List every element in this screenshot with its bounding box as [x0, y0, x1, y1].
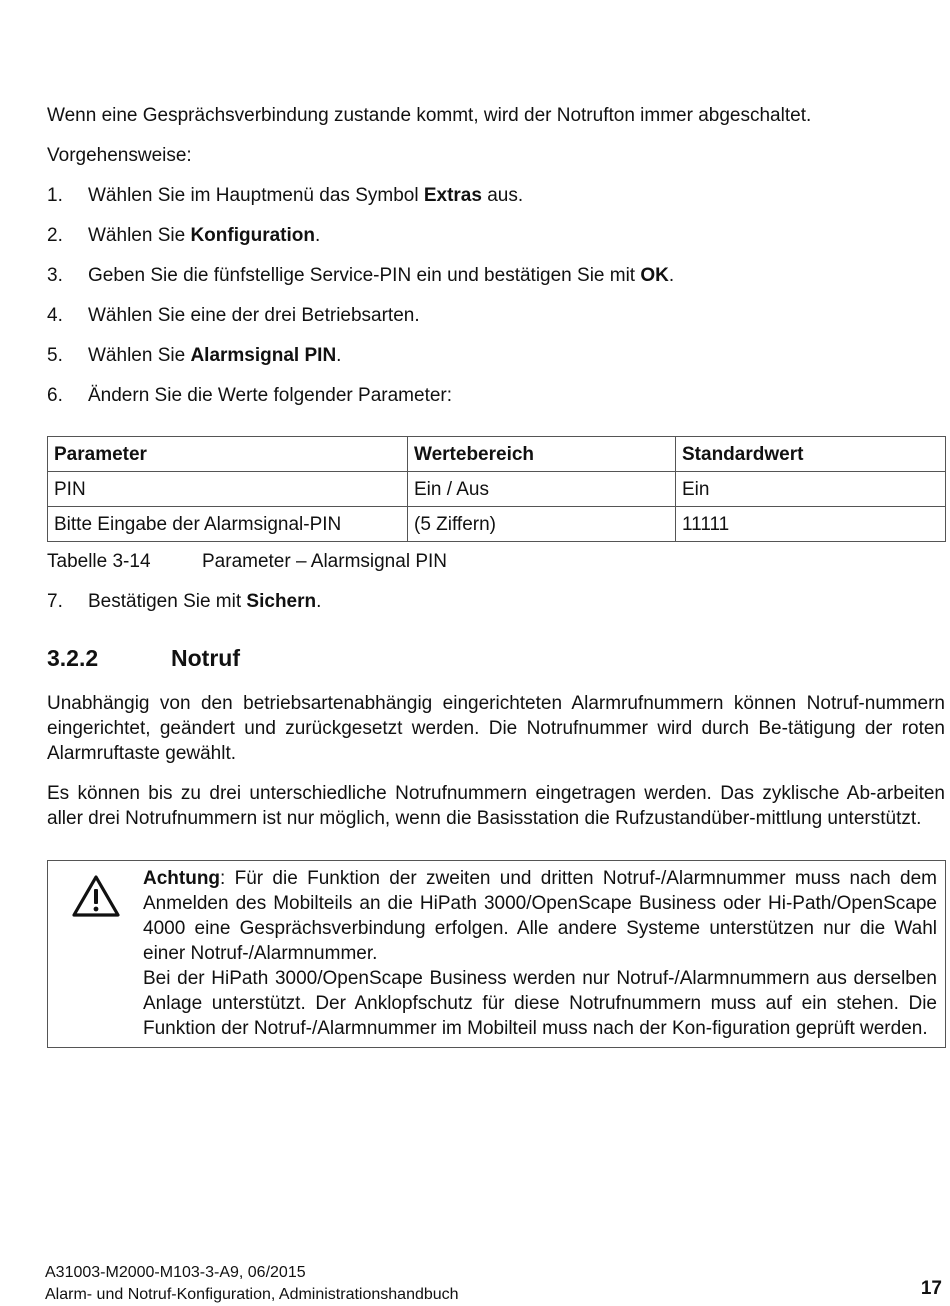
- paragraph: Unabhängig von den betriebsartenabhängig eingerichteten Alarmrufnummern können Notruf-nummern eingerichtet, geändert und zurückgesetzt werden. Die Notrufnummer wird durch Be-tätigung der roten Alarmruftaste gewählt.: [47, 693, 945, 764]
- column-header: Parameter: [48, 437, 408, 472]
- table-cell: (5 Ziffern): [408, 507, 676, 542]
- section-title: Notruf: [171, 645, 240, 671]
- step-text: Wählen Sie Konfiguration.: [88, 225, 321, 246]
- step-keyword: OK: [640, 265, 669, 286]
- table-cell: Ein / Aus: [408, 472, 676, 507]
- step-keyword: Konfiguration: [190, 225, 315, 246]
- parameter-table: [47, 436, 946, 542]
- step-number: 6.: [47, 385, 63, 406]
- section-heading: [47, 644, 945, 672]
- warning-text: Achtung: Für die Funktion der zweiten und dritten Notruf-/Alarmnummer muss nach dem Anmelden des Mobilteils an die HiPath 3000/OpenScape Business oder Hi-Path/OpenScape 4000 eine Gesprächsverbindung erfolgen. Alle andere Systeme unterstützen nur die Wahl einer Notruf-/Alarmnummer. Bei der HiPath 3000/OpenScape Business werden nur Notruf-/Alarmnummern aus derselben Anlage unterstützt. Der Anklopfschutz für diese Notrufnummern muss auf ein stehen. Die Funktion der Notruf-/Alarmnummer im Mobilteil muss nach der Kon-figuration geprüft werden.: [143, 868, 937, 1039]
- step-item: [47, 343, 945, 368]
- step-number: 4.: [47, 305, 63, 326]
- step-text: Bestätigen Sie mit Sichern.: [88, 591, 322, 612]
- table-cell: 11111: [676, 507, 946, 542]
- column-header: Standardwert: [676, 437, 946, 472]
- caption-text: Parameter – Alarmsignal PIN: [202, 551, 447, 572]
- procedure-label: Vorgehensweise:: [47, 145, 192, 166]
- column-header: Wertebereich: [408, 437, 676, 472]
- step-number: 7.: [47, 591, 63, 612]
- page-footer: [45, 1262, 943, 1306]
- step-number: 3.: [47, 265, 63, 286]
- step-keyword: Alarmsignal PIN: [190, 345, 337, 366]
- warning-label: Achtung: [143, 868, 221, 889]
- notice-text: Wenn eine Gesprächsverbindung zustande kommt, wird der Notrufton immer abgeschaltet.: [47, 105, 812, 126]
- step-item: [47, 589, 945, 614]
- table-cell: Bitte Eingabe der Alarmsignal-PIN: [48, 507, 408, 542]
- step-item: [47, 223, 945, 248]
- step-text: Wählen Sie Alarmsignal PIN.: [88, 345, 342, 366]
- warning-icon-cell: [48, 866, 143, 1041]
- table-cell: PIN: [48, 472, 408, 507]
- step-item: [47, 183, 945, 208]
- step-item: [47, 263, 945, 288]
- caption-number: Tabelle 3-14: [47, 551, 151, 572]
- step-text: Wählen Sie im Hauptmenü das Symbol Extras aus.: [88, 185, 524, 206]
- document-title: Alarm- und Notruf-Konfiguration, Administrationshandbuch: [45, 1286, 459, 1303]
- section-number: 3.2.2: [47, 645, 99, 671]
- step-text: Geben Sie die fünfstellige Service-PIN ein und bestätigen Sie mit OK.: [88, 265, 675, 286]
- page-number: 17: [920, 1278, 942, 1299]
- step-text: Wählen Sie eine der drei Betriebsarten.: [88, 305, 420, 326]
- document-id: A31003-M2000-M103-3-A9, 06/2015: [45, 1264, 306, 1281]
- step-number: 1.: [47, 185, 63, 206]
- step-keyword: Sichern: [246, 591, 317, 612]
- document-body: [47, 103, 945, 1048]
- table-row: [48, 507, 946, 542]
- step-number: 2.: [47, 225, 63, 246]
- table-caption: [47, 549, 945, 574]
- warning-triangle-icon: [71, 874, 121, 1041]
- step-item: [47, 383, 945, 408]
- warning-box: [47, 860, 946, 1048]
- warning-paragraph: Bei der HiPath 3000/OpenScape Business werden nur Notruf-/Alarmnummern aus derselben Anlage unterstützt. Der Anklopfschutz für diese Notrufnummern muss auf ein stehen. Die Funktion der Notruf-/Alarmnummer im Mobilteil muss nach der Kon-figuration geprüft werden.: [143, 968, 937, 1039]
- step-item: [47, 303, 945, 328]
- step-text: Ändern Sie die Werte folgender Parameter:: [88, 385, 453, 406]
- step-number: 5.: [47, 345, 63, 366]
- table-header-row: [48, 437, 946, 472]
- table-row: [48, 472, 946, 507]
- paragraph: Es können bis zu drei unterschiedliche Notrufnummern eingetragen werden. Das zyklische Ab-arbeiten aller drei Notrufnummern ist nur möglich, wenn die Basisstation die Rufzustandüber-mittlung unterstützt.: [47, 783, 945, 829]
- step-keyword: Extras: [423, 185, 482, 206]
- table-cell: Ein: [676, 472, 946, 507]
